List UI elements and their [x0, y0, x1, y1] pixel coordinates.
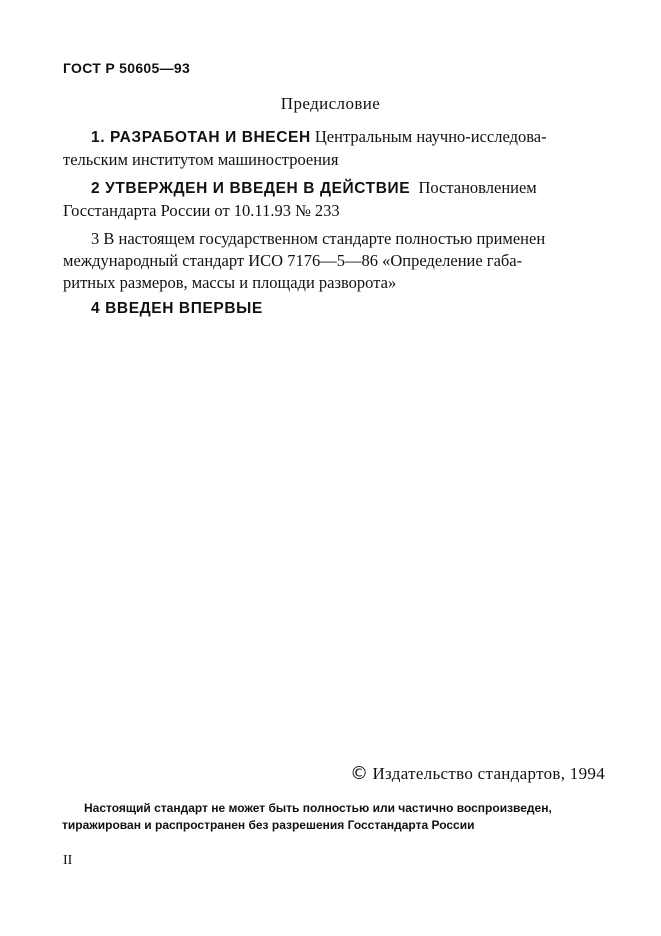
- paragraph-2-line-2: Госстандарта России от 10.11.93 № 233: [63, 201, 340, 220]
- paragraph-4-heading: 4 ВВЕДЕН ВПЕРВЫЕ: [91, 300, 263, 317]
- notice-line-1: Настоящий стандарт не может быть полностью или частично воспроизведен,: [84, 801, 552, 815]
- reproduction-notice: [62, 800, 609, 834]
- paragraph-3-line-3: ритных размеров, массы и площади разворота»: [63, 273, 397, 292]
- copyright-line: [350, 763, 605, 784]
- paragraph-3-line-1: 3 В настоящем государственном стандарте полностью применен: [91, 229, 546, 248]
- page-title: Предисловие: [280, 94, 381, 113]
- paragraph-3-line-2: международный стандарт ИСО 7176—5—86 «Определение габа-: [63, 251, 523, 270]
- paragraph-1-text: Центральным научно-исследова-: [314, 127, 547, 146]
- standard-code: ГОСТ Р 50605—93: [63, 60, 191, 76]
- paragraph-2-text: Постановлением: [418, 178, 537, 197]
- paragraph-4: [63, 297, 605, 320]
- paragraph-1-heading: 1. РАЗРАБОТАН И ВНЕСЕН: [91, 129, 311, 146]
- paragraph-3: [63, 228, 605, 294]
- paragraph-1-line-1: [63, 126, 605, 149]
- notice-line-2: тиражирован и распространен без разрешения Госстандарта России: [62, 818, 475, 832]
- paragraph-2-line-1: [63, 177, 605, 200]
- paragraph-1-line-2: тельским институтом машиностроения: [63, 150, 339, 169]
- copyright-text: Издательство стандартов, 1994: [372, 764, 605, 783]
- paragraph-2-heading: 2 УТВЕРЖДЕН И ВВЕДЕН В ДЕЙСТВИЕ: [91, 180, 411, 197]
- paragraph-1: [63, 126, 605, 171]
- paragraph-4-line-1: [63, 297, 605, 320]
- page-number: II: [63, 853, 73, 868]
- paragraph-2: [63, 177, 605, 222]
- copyright-icon: ©: [350, 763, 369, 784]
